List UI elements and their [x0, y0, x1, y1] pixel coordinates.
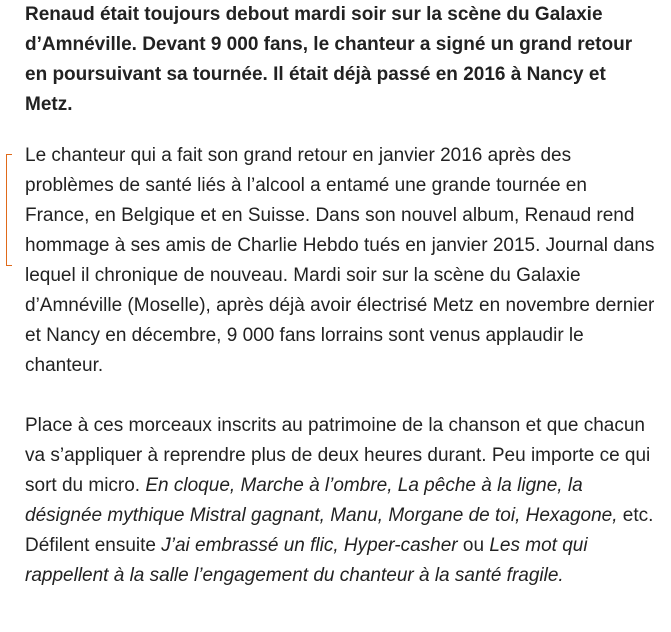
- article-lead: Renaud était toujours debout mardi soir sur la scène du Galaxie d’Amnéville. Devant 9 000 fans, le chanteur a signé un grand retour en poursuivant sa tournée. Il était déjà passé en 2016 à Nancy et Metz.: [25, 4, 633, 115]
- song-list-2: J’ai embrassé un flic, Hyper-casher: [161, 535, 458, 556]
- comment-bracket-marker: [6, 154, 12, 266]
- article-paragraph-1: Le chanteur qui a fait son grand retour en janvier 2016 après des problèmes de santé liés à l’alcool a entamé une grande tournée en France, en Belgique et en Suisse. Dans son nouvel album, Renaud rend hommage à ses amis de Charlie Hebdo tués en janvier 2015. Journal dans lequel il chronique de nouveau. Mardi soir sur la scène du Galaxie d’Amnéville (Moselle), après déjà avoir électrisé Metz en novembre dernier et Nancy en décembre, 9 000 fans lorrains sont venus applaudir le chanteur.: [25, 145, 655, 376]
- paragraph-2-intro: Place à ces morceaux inscrits au patrimoine de la chanson et que chacun va s’appliquer à reprendre plus de deux heures durant. Peu importe ce qui sort du micro.: [25, 415, 651, 496]
- song-list-3: Les mot qui rappellent à la salle l’engagement du chanteur à la santé fragile.: [25, 535, 588, 586]
- article-paragraph-2: [25, 411, 655, 591]
- article-body: [25, 0, 655, 591]
- paragraph-2-mid-2: ou: [457, 535, 490, 556]
- song-list-1: En cloque, Marche à l’ombre, La pêche à la ligne, la désignée mythique Mistral gagnant, Manu, Morgane de toi, Hexagone,: [25, 475, 618, 526]
- paragraph-2-mid-1: etc. Défilent ensuite: [25, 505, 654, 556]
